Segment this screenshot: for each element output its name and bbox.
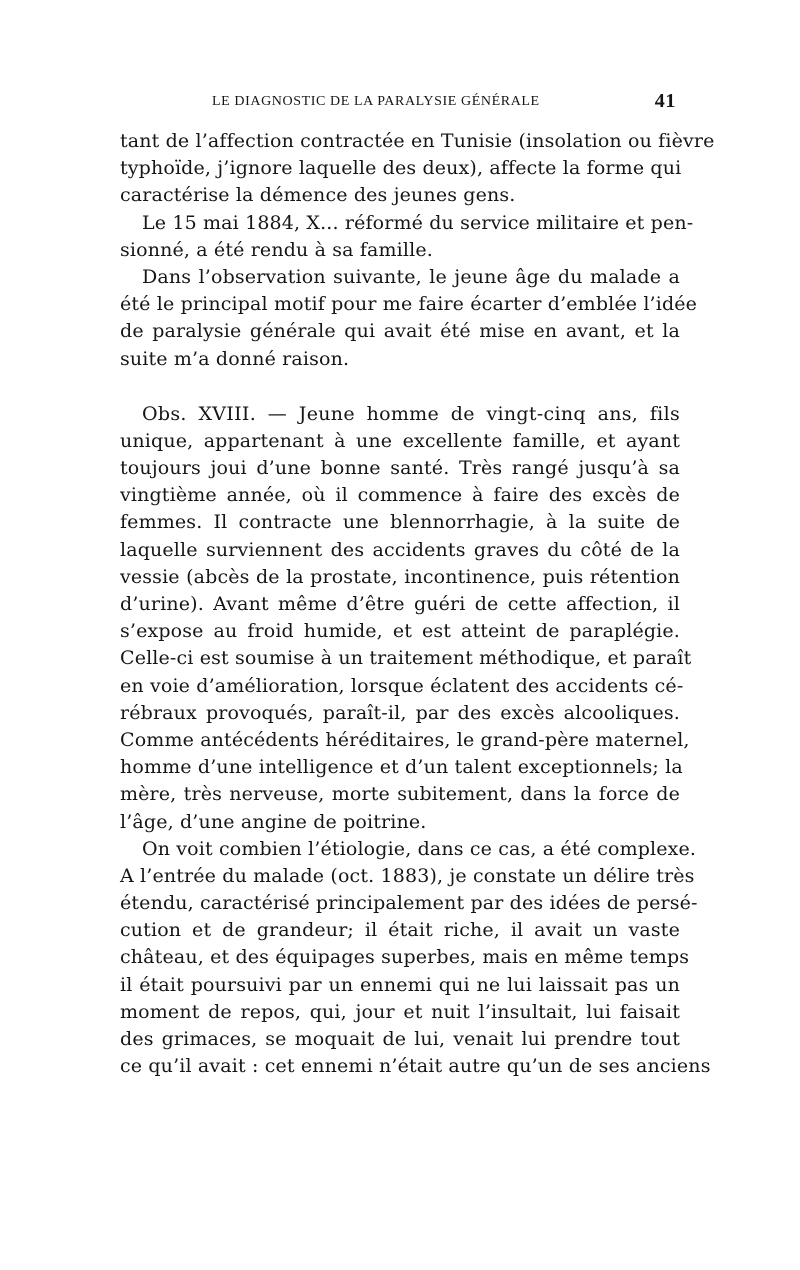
text-line: rébraux provoqués, paraît-il, par des excès alcooliques.: [120, 701, 680, 724]
paragraph-discharge: [120, 210, 694, 264]
page-number: 41: [654, 90, 676, 112]
observation-heading-line: Obs. XVIII. — Jeune homme de vingt-cinq ans, fils: [142, 402, 680, 425]
section-spacer: [120, 373, 680, 401]
text-line: Dans l’observation suivante, le jeune âge du malade a: [142, 265, 680, 288]
text-line: en voie d’amélioration, lorsque éclatent des accidents cé-: [120, 674, 684, 697]
text-line: caractérise la démence des jeunes gens.: [120, 184, 516, 207]
text-line: ce qu’il avait : cet ennemi n’était autre qu’un de ses anciens: [120, 1055, 711, 1078]
text-line: mère, très nerveuse, morte subitement, dans la force de: [120, 783, 680, 806]
text-line: toujours joui d’une bonne santé. Très rangé jusqu’à sa: [120, 457, 680, 480]
text-line: On voit combien l’étiologie, dans ce cas, a été complexe.: [142, 837, 697, 860]
running-title: LE DIAGNOSTIC DE LA PARALYSIE GÉNÉRALE: [212, 94, 540, 109]
observation-xviii: [120, 401, 692, 836]
body-text: [120, 128, 715, 1080]
running-head: [120, 90, 680, 120]
text-line: suite m’a donné raison.: [120, 347, 350, 370]
text-line: Celle-ci est soumise à un traitement méthodique, et paraît: [120, 647, 692, 670]
text-line: typhoïde, j’ignore laquelle des deux), affecte la forme qui: [120, 157, 682, 180]
text-line: moment de repos, qui, jour et nuit l’insultait, lui faisait: [120, 1000, 680, 1023]
text-line: vessie (abcès de la prostate, incontinence, puis rétention: [120, 565, 680, 588]
text-line: sionné, a été rendu à sa famille.: [120, 238, 433, 261]
text-line: unique, appartenant à une excellente famille, et ayant: [120, 429, 680, 452]
text-line: de paralysie générale qui avait été mise en avant, et la: [120, 320, 680, 343]
text-line: étendu, caractérisé principalement par des idées de persé-: [120, 892, 698, 915]
text-line: Le 15 mai 1884, X... réformé du service militaire et pen-: [142, 211, 694, 234]
paragraph-continuation: [120, 128, 715, 210]
paragraph-transition: [120, 264, 698, 373]
text-line: des grimaces, se moquait de lui, venait lui prendre tout: [120, 1028, 680, 1050]
text-line: l’âge, d’une angine de poitrine.: [120, 810, 427, 833]
text-line: été le principal motif pour me faire écarter d’emblée l’idée: [120, 293, 698, 316]
text-line: laquelle surviennent des accidents graves du côté de la: [120, 538, 680, 561]
text-line: vingtième année, où il commence à faire des excès de: [120, 484, 680, 507]
text-line: Comme antécédents héréditaires, le grand-père maternel,: [120, 728, 690, 751]
text-line: cution et de grandeur; il était riche, il avait un vaste: [120, 919, 680, 942]
text-line: femmes. Il contracte une blennorrhagie, à la suite de: [120, 511, 680, 534]
text-line: tant de l’affection contractée en Tunisie (insolation ou fièvre: [120, 130, 715, 152]
paragraph-etiology: [120, 836, 711, 1081]
text-line: d’urine). Avant même d’être guéri de cette affection, il: [120, 593, 680, 615]
text-line: homme d’une intelligence et d’un talent exceptionnels; la: [120, 756, 683, 779]
text-line: il était poursuivi par un ennemi qui ne lui laissait pas un: [120, 973, 680, 996]
text-line: château, et des équipages superbes, mais en même temps: [120, 946, 690, 969]
text-line: A l’entrée du malade (oct. 1883), je constate un délire très: [120, 864, 695, 887]
text-line: s’expose au froid humide, et est atteint de paraplégie.: [120, 620, 680, 643]
book-page: [120, 90, 715, 1080]
